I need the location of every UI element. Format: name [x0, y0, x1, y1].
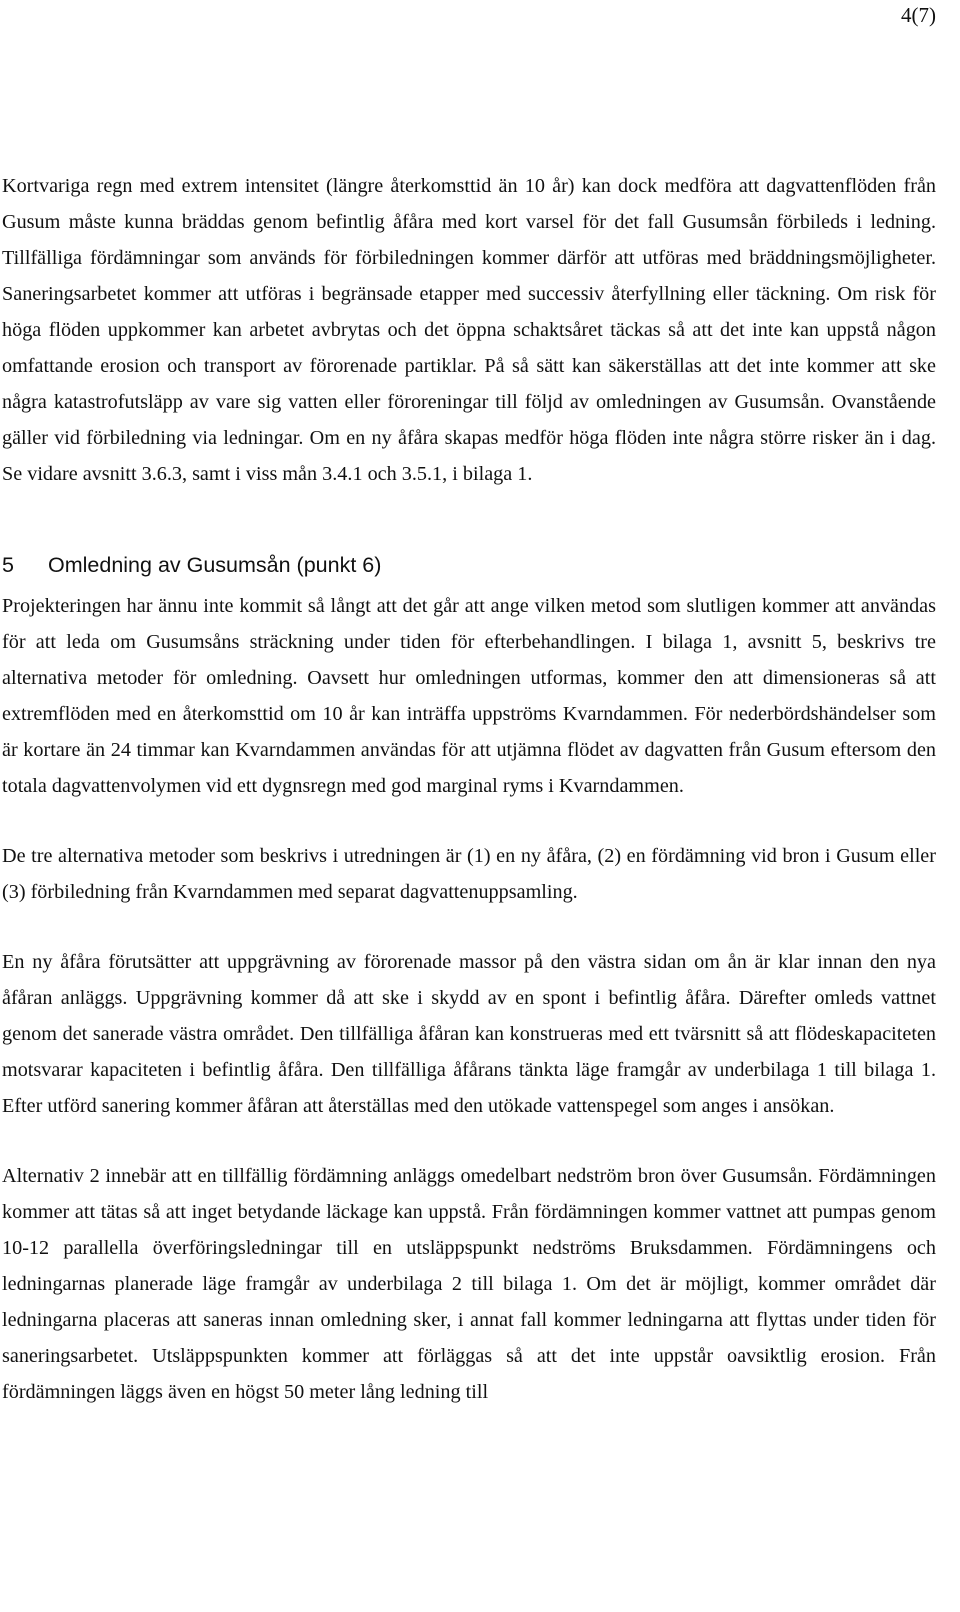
section-heading [2, 550, 936, 580]
section-title: Omledning av Gusumsån (punkt 6) [48, 553, 382, 577]
paragraph-projektering: Projekteringen har ännu inte kommit så långt att det går att ange vilken metod som slutligen kommer att användas för att leda om Gusumsåns sträckning under tiden för efterbehandlingen. I bilaga 1, avsnitt 5, beskrivs tre alternativa metoder för omledning. Oavsett hur omledningen utformas, kommer den att dimensioneras så att extremflöden med en återkomsttid om 10 år kan inträffa uppströms Kvarndammen. För nederbördshändelser som är kortare än 24 timmar kan Kvarndammen användas för att utjämna flödet av dagvatten från Gusum eftersom den totala dagvattenvolymen vid ett dygnsregn med god marginal ryms i Kvarndammen. [2, 595, 936, 797]
paragraph-flood-risk: Kortvariga regn med extrem intensitet (längre återkomsttid än 10 år) kan dock medföra att dagvattenflöden från Gusum måste kunna bräddas genom befintlig åfåra med kort varsel för det fall Gusumsån förbileds i ledning. Tillfälliga fördämningar som används för förbiledningen kommer därför att utföras med bräddningsmöjligheter. Saneringsarbetet kommer att utföras i begränsade etapper med successiv återfyllning eller täckning. Om risk för höga flöden uppkommer kan arbetet avbrytas och det öppna schaktsåret täckas så att det inte kan uppstå någon omfattande erosion och transport av förorenade partiklar. På så sätt kan säkerställas att det inte kommer att ske några katastrofutsläpp av vare sig vatten eller föroreningar till följd av omledningen av Gusumsån. Ovanstående gäller vid förbiledning via ledningar. Om en ny åfåra skapas medför höga flöden inte några större risker än i dag. Se vidare avsnitt 3.6.3, samt i viss mån 3.4.1 och 3.5.1, i bilaga 1. [2, 175, 936, 485]
section-number: 5 [2, 553, 14, 577]
spacer [2, 910, 936, 944]
spacer [2, 580, 936, 588]
spacer [2, 492, 936, 550]
paragraph-alternativ-2: Alternativ 2 innebär att en tillfällig fördämning anläggs omedelbart nedström bron över Gusumsån. Fördämningen kommer att tätas så att inget betydande läckage kan uppstå. Från fördämningen kommer vattnet att pumpas genom 10-12 parallella överföringsledningar till en utsläppspunkt nedströms Bruksdammen. Fördämningens och ledningarnas planerade läge framgår av underbilaga 2 till bilaga 1. Om det är möjligt, kommer området där ledningarna placeras att saneras innan omledning sker, i annat fall kommer ledningarna att flyttas under tiden för saneringsarbetet. Utsläppspunkten kommer att förläggas så att det inte uppstår oavsiktlig erosion. Från fördämningen läggs även en högst 50 meter lång ledning till [2, 1165, 936, 1403]
paragraph-ny-afara: En ny åfåra förutsätter att uppgrävning av förorenade massor på den västra sidan om ån är klar innan den nya åfåran anläggs. Uppgrävning kommer då att ske i skydd av en spont i befintlig åfåra. Därefter omleds vattnet genom det sanerade västra området. Den tillfälliga åfåran kan konstrueras med ett tvärsnitt så att flödeskapaciteten motsvarar kapaciteten i befintlig åfåra. Den tillfälliga åfårans tänkta läge framgår av underbilaga 1 till bilaga 1. Efter utförd sanering kommer åfåran att återställas med den utökade vattenspegel som anges i ansökan. [2, 951, 936, 1117]
document-body [2, 168, 936, 1410]
page-number: 4(7) [901, 3, 936, 27]
spacer [2, 1124, 936, 1158]
paragraph-alternatives: De tre alternativa metoder som beskrivs i utredningen är (1) en ny åfåra, (2) en fördämning vid bron i Gusum eller (3) förbiledning från Kvarndammen med separat dagvattenuppsamling. [2, 845, 936, 903]
spacer [2, 804, 936, 838]
